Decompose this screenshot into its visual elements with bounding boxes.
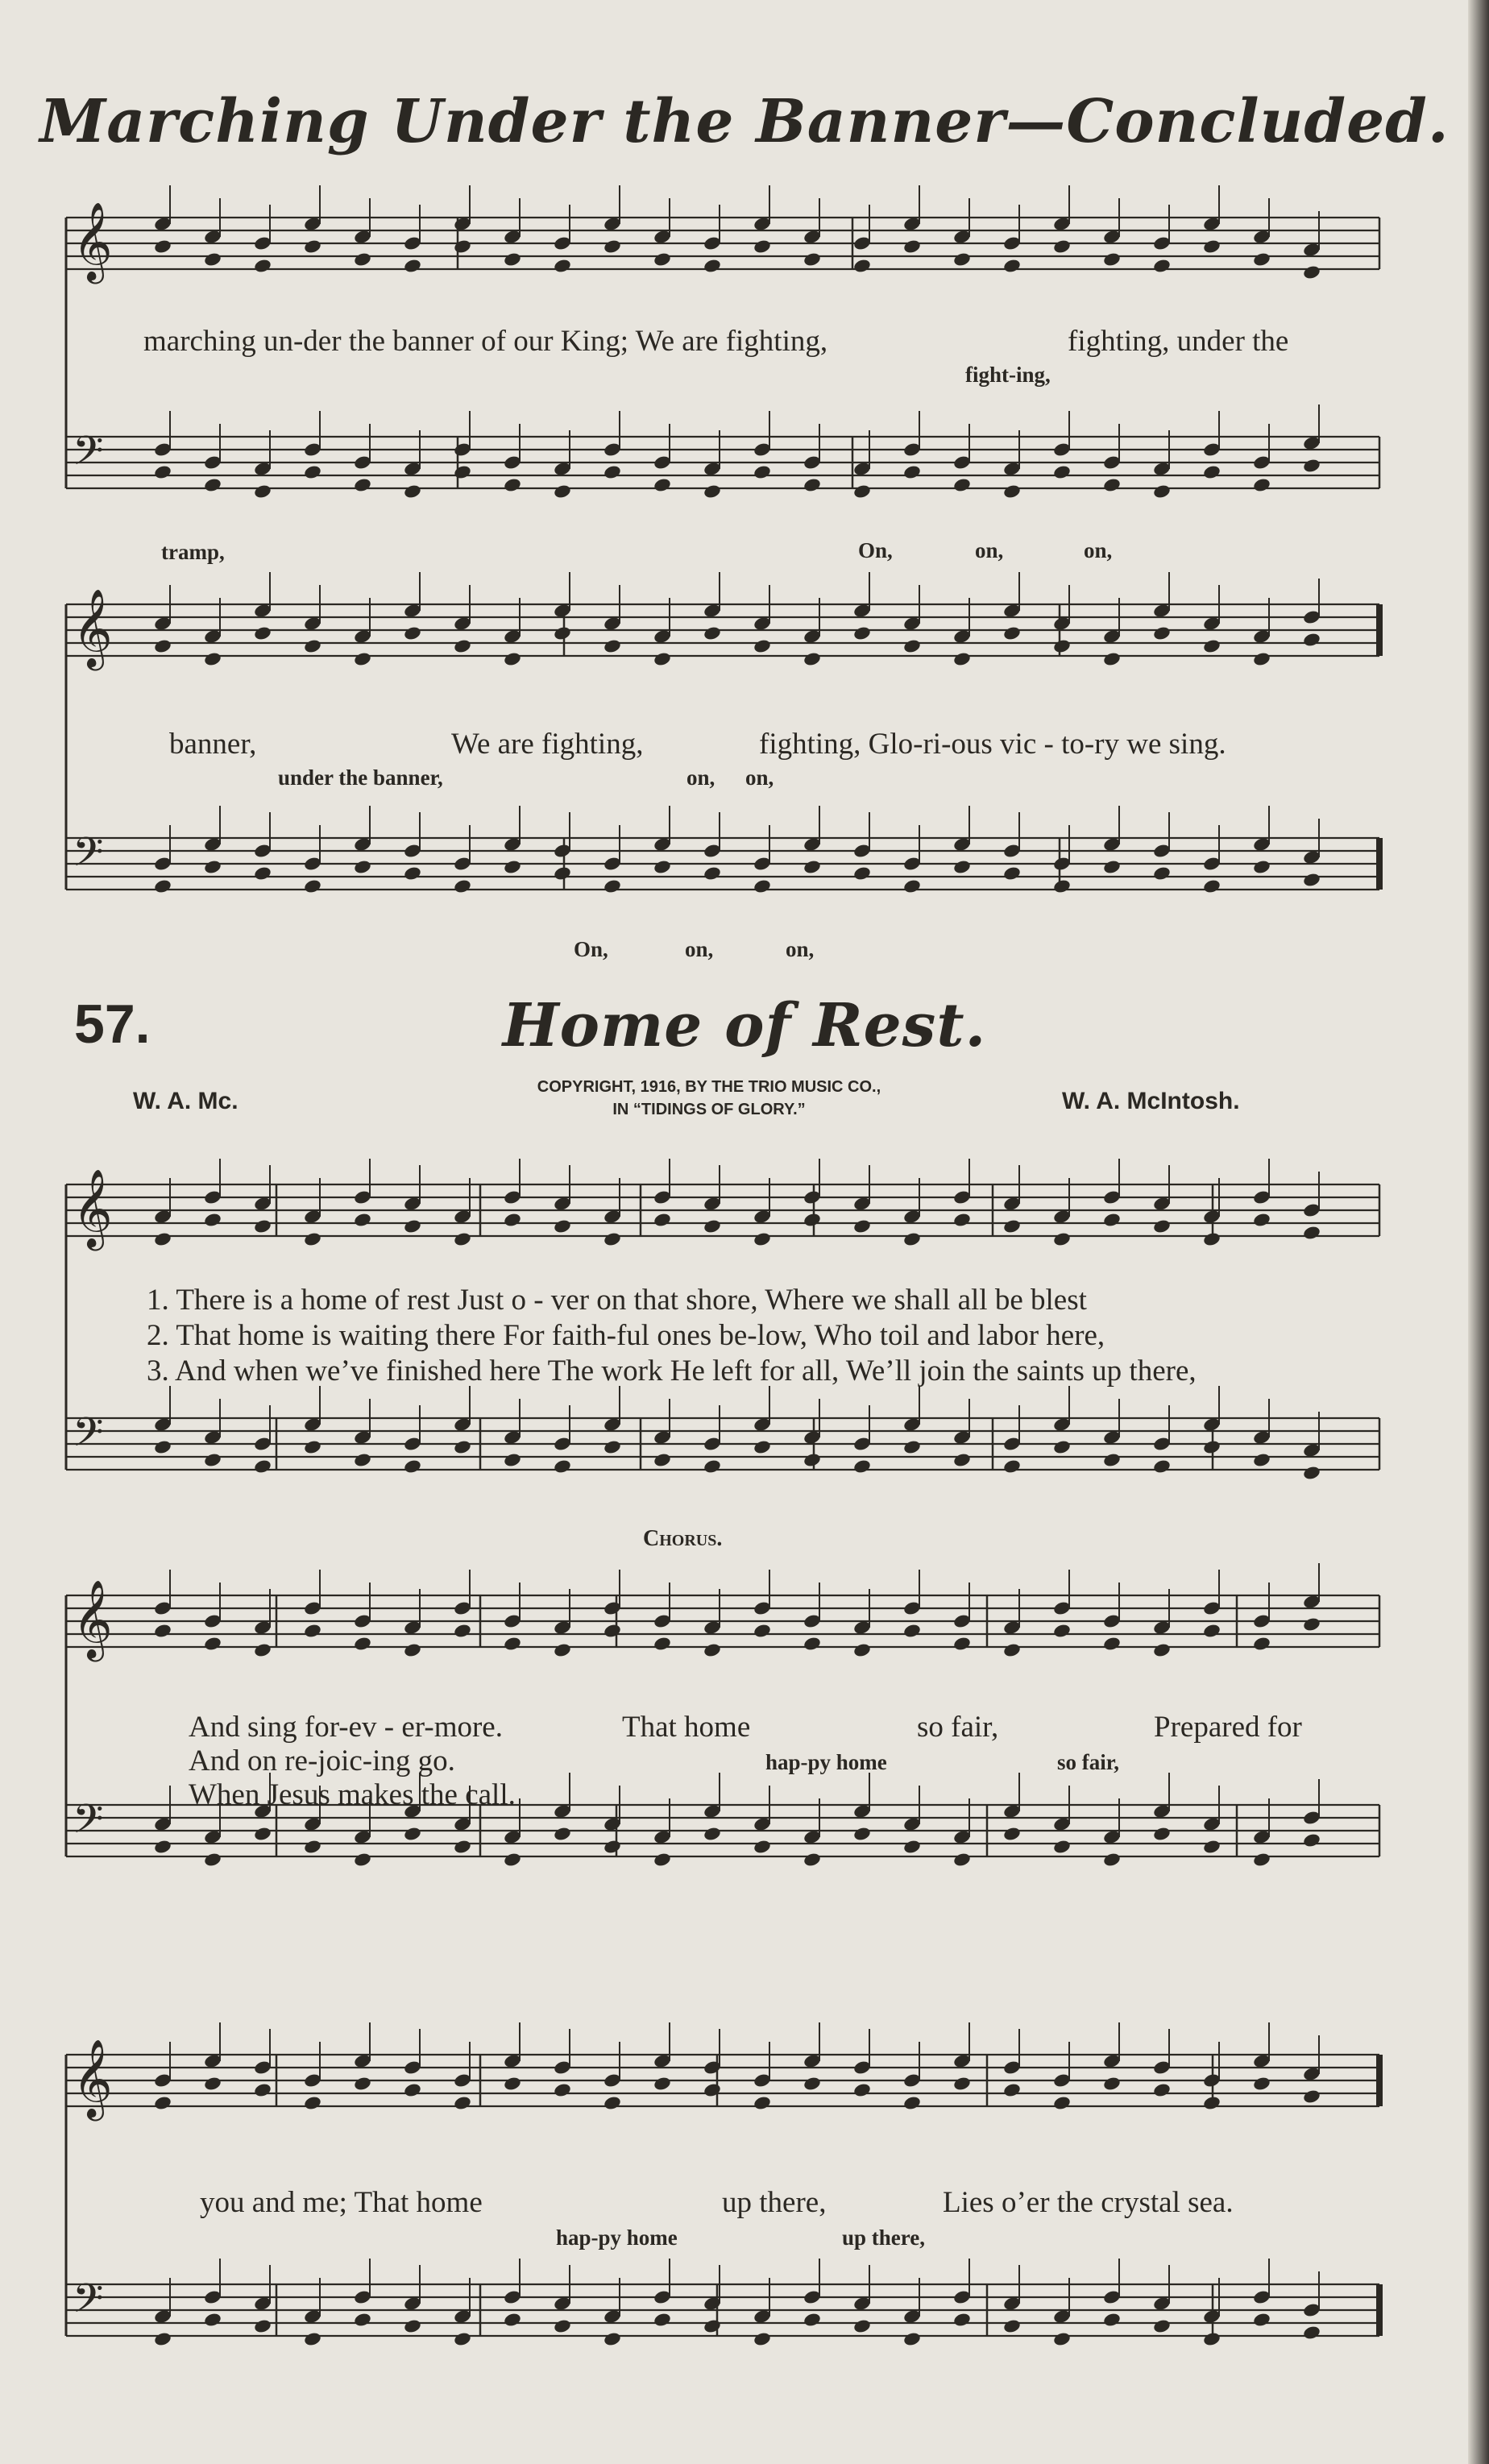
notehead <box>1002 1642 1022 1658</box>
bass-clef: 𝄢 <box>73 1409 104 1466</box>
hymn-title-marching: Marching Under the Banner—Concluded. <box>39 87 1450 156</box>
notehead <box>703 1642 722 1658</box>
notehead <box>203 2076 222 2092</box>
lyric-on-c: On, <box>574 937 608 961</box>
chorus-label: Chorus. <box>643 1526 723 1551</box>
notehead <box>153 2095 172 2111</box>
notehead <box>753 1439 772 1455</box>
notehead <box>603 638 622 654</box>
notehead <box>1002 2318 1022 2334</box>
notehead <box>703 258 722 274</box>
notehead <box>952 859 972 875</box>
notehead <box>852 483 872 500</box>
notehead <box>803 2076 822 2092</box>
notehead <box>203 1452 222 1468</box>
notehead <box>253 258 272 274</box>
copyright-line-1: COPYRIGHT, 1916, BY THE TRIO MUSIC CO., <box>537 1078 881 1096</box>
notehead <box>153 464 172 480</box>
notehead <box>952 251 972 268</box>
notehead <box>253 2082 272 2098</box>
notehead <box>203 251 222 268</box>
notehead <box>153 878 172 894</box>
notehead <box>553 2082 572 2098</box>
notehead <box>503 651 522 667</box>
notehead <box>1002 865 1022 881</box>
notehead <box>1252 2076 1271 2092</box>
notehead <box>303 1439 322 1455</box>
notehead <box>703 2318 722 2334</box>
notehead <box>1152 1642 1172 1658</box>
notehead <box>653 1452 672 1468</box>
notehead <box>1102 477 1122 493</box>
notehead <box>603 1623 622 1639</box>
notehead <box>1302 1465 1321 1481</box>
lyric-under-banner: under the banner, <box>278 765 443 790</box>
notehead <box>253 483 272 500</box>
notehead <box>803 251 822 268</box>
notehead <box>503 2312 522 2328</box>
notehead <box>453 1231 472 1247</box>
treble-clef: 𝄞 <box>73 2039 113 2118</box>
notehead <box>153 638 172 654</box>
notehead <box>353 477 372 493</box>
notehead <box>852 2318 872 2334</box>
notehead <box>353 1852 372 1868</box>
lyric-on-3: on, <box>1084 538 1113 562</box>
notehead <box>603 239 622 255</box>
notehead <box>703 1218 722 1234</box>
notehead <box>1152 625 1172 641</box>
notehead <box>1202 2095 1221 2111</box>
bass-clef: 𝄢 <box>73 2275 104 2332</box>
closing-up-there-small: up there, <box>842 2225 926 2250</box>
notehead <box>1252 477 1271 493</box>
lyric-on-d: on, <box>685 937 714 961</box>
notehead <box>803 477 822 493</box>
notehead <box>453 239 472 255</box>
notehead <box>1102 1852 1122 1868</box>
lyric-on-b: on, <box>745 765 774 790</box>
notehead <box>503 477 522 493</box>
notehead <box>1252 1636 1271 1652</box>
notehead <box>753 2331 772 2347</box>
notehead <box>203 1212 222 1228</box>
notehead <box>503 2076 522 2092</box>
notehead <box>503 251 522 268</box>
notehead <box>902 2095 922 2111</box>
notehead <box>703 483 722 500</box>
lyric-on-2: on, <box>975 538 1004 562</box>
notehead <box>952 2312 972 2328</box>
bass-clef: 𝄢 <box>73 829 104 886</box>
notehead <box>952 477 972 493</box>
bass-clef: 𝄢 <box>73 1796 104 1852</box>
notehead <box>753 239 772 255</box>
notehead <box>403 258 422 274</box>
notehead <box>1202 239 1221 255</box>
notehead <box>453 2331 472 2347</box>
lyric-banner: banner, <box>169 728 257 761</box>
notehead <box>803 651 822 667</box>
notehead <box>303 1623 322 1639</box>
verse-ending-3: When Jesus makes the call. <box>189 1778 516 1811</box>
notehead <box>403 2318 422 2334</box>
notehead <box>1052 1623 1072 1639</box>
notehead <box>703 2082 722 2098</box>
verse-1: 1. There is a home of rest Just o - ver on that shore, Where we shall all be blest <box>147 1284 1087 1317</box>
notehead <box>203 1636 222 1652</box>
notehead <box>803 1452 822 1468</box>
notehead <box>603 2331 622 2347</box>
notehead <box>1002 258 1022 274</box>
notehead <box>1252 1452 1271 1468</box>
chorus-prepared-for: Prepared for <box>1154 1711 1302 1744</box>
verse-ending-1: And sing for-ev - er-more. <box>189 1711 503 1744</box>
notehead <box>453 1439 472 1455</box>
notehead <box>553 1218 572 1234</box>
notehead <box>203 859 222 875</box>
notehead <box>303 464 322 480</box>
lyric-on-1: On, <box>858 538 893 562</box>
notehead <box>803 1636 822 1652</box>
chorus-happy-home: hap-py home <box>765 1750 887 1774</box>
notehead <box>253 865 272 881</box>
notehead <box>1152 865 1172 881</box>
notehead <box>653 1852 672 1868</box>
notehead <box>553 1642 572 1658</box>
notehead <box>1052 464 1072 480</box>
notehead <box>1102 859 1122 875</box>
notehead <box>353 1212 372 1228</box>
notehead <box>153 1623 172 1639</box>
notehead <box>1302 1225 1321 1241</box>
lyric-glorious: fighting, Glo-ri-ous vic - to-ry we sing. <box>759 728 1226 761</box>
notehead <box>753 2095 772 2111</box>
notehead <box>1202 1623 1221 1639</box>
notehead <box>553 625 572 641</box>
notehead <box>1102 251 1122 268</box>
notehead <box>653 2076 672 2092</box>
notehead <box>603 1439 622 1455</box>
notehead <box>1302 1616 1321 1632</box>
notehead <box>553 258 572 274</box>
notehead <box>852 625 872 641</box>
notehead <box>902 464 922 480</box>
notehead <box>803 859 822 875</box>
music-credit: W. A. McIntosh. <box>1062 1088 1240 1114</box>
notehead <box>653 251 672 268</box>
notehead <box>1102 651 1122 667</box>
notehead <box>1252 251 1271 268</box>
notehead <box>603 878 622 894</box>
notehead <box>203 651 222 667</box>
notehead <box>1052 1231 1072 1247</box>
notehead <box>153 2331 172 2347</box>
notehead <box>1152 2082 1172 2098</box>
lyric-line-1b: fighting, under the <box>1068 325 1289 358</box>
notehead <box>1302 872 1321 888</box>
notehead <box>902 1623 922 1639</box>
notehead <box>1052 1839 1072 1855</box>
verse-ending-2: And on re-joic-ing go. <box>189 1744 455 1777</box>
verse-2: 2. That home is waiting there For faith-ful ones be-low, Who toil and labor here, <box>147 1319 1105 1352</box>
notehead <box>902 1231 922 1247</box>
notehead <box>1002 1218 1022 1234</box>
notehead <box>303 638 322 654</box>
notehead <box>952 1452 972 1468</box>
notehead <box>303 878 322 894</box>
notehead <box>1152 483 1172 500</box>
notehead <box>453 464 472 480</box>
notehead <box>1252 1852 1271 1868</box>
notehead <box>303 239 322 255</box>
notehead <box>1302 458 1321 474</box>
notehead <box>503 1452 522 1468</box>
lyric-line-1: marching un-der the banner of our King; We are fighting, <box>143 325 828 358</box>
treble-clef: 𝄞 <box>73 201 113 280</box>
notehead <box>353 2312 372 2328</box>
notehead <box>902 878 922 894</box>
notehead <box>203 477 222 493</box>
notehead <box>653 651 672 667</box>
notehead <box>303 2095 322 2111</box>
notehead <box>203 1852 222 1868</box>
notehead <box>403 1642 422 1658</box>
notehead <box>403 865 422 881</box>
notehead <box>1252 1212 1271 1228</box>
notehead <box>852 1458 872 1475</box>
hymn-title-home-of-rest: Home of Rest. <box>502 991 987 1060</box>
notehead <box>1152 1826 1172 1842</box>
notehead <box>653 1212 672 1228</box>
lyric-we-are-fighting: We are fighting, <box>451 728 644 761</box>
notehead <box>553 1458 572 1475</box>
notehead <box>902 2331 922 2347</box>
notehead <box>353 2076 372 2092</box>
closing-you-and-me: you and me; That home <box>200 2186 483 2219</box>
notehead <box>503 1852 522 1868</box>
lyric-on-e: on, <box>786 937 815 961</box>
notehead <box>253 1458 272 1475</box>
notehead <box>653 859 672 875</box>
notehead <box>902 1439 922 1455</box>
notehead <box>653 2312 672 2328</box>
notehead <box>1152 258 1172 274</box>
notehead <box>503 1212 522 1228</box>
notehead <box>703 625 722 641</box>
notehead <box>753 464 772 480</box>
notehead <box>1252 651 1271 667</box>
notehead <box>952 651 972 667</box>
notehead <box>403 625 422 641</box>
copyright-line-2: IN “TIDINGS OF GLORY.” <box>612 1101 806 1118</box>
notehead <box>753 638 772 654</box>
notehead <box>1202 464 1221 480</box>
notehead <box>1202 1839 1221 1855</box>
notehead <box>253 625 272 641</box>
notehead <box>403 2082 422 2098</box>
notehead <box>553 483 572 500</box>
notehead <box>1052 2331 1072 2347</box>
notehead <box>1102 2312 1122 2328</box>
notehead <box>1102 1636 1122 1652</box>
hymn-number: 57. <box>74 993 151 1055</box>
notehead <box>253 2318 272 2334</box>
closing-up-there: up there, <box>722 2186 827 2219</box>
notehead <box>1202 1231 1221 1247</box>
lyric-fighting-small: fight-ing, <box>965 363 1051 387</box>
notehead <box>952 1852 972 1868</box>
notehead <box>153 1231 172 1247</box>
notehead <box>1052 1439 1072 1455</box>
notehead <box>1002 625 1022 641</box>
notehead <box>1302 2089 1321 2105</box>
notehead <box>553 865 572 881</box>
notehead <box>403 1218 422 1234</box>
notehead <box>603 1231 622 1247</box>
notehead <box>1302 2325 1321 2341</box>
notehead <box>553 1826 572 1842</box>
notehead <box>303 1231 322 1247</box>
lyric-tramp: tramp, <box>161 540 225 564</box>
notehead <box>453 2095 472 2111</box>
notehead <box>253 1642 272 1658</box>
notehead <box>303 1839 322 1855</box>
notehead <box>1152 1458 1172 1475</box>
chorus-so-fair: so fair, <box>917 1711 999 1744</box>
notehead <box>703 1458 722 1475</box>
notehead <box>603 1839 622 1855</box>
notehead <box>603 464 622 480</box>
notehead <box>653 1636 672 1652</box>
notehead <box>253 1218 272 1234</box>
notehead <box>753 878 772 894</box>
treble-clef: 𝄞 <box>73 588 113 667</box>
notehead <box>1002 483 1022 500</box>
closing-happy-home: hap-py home <box>556 2225 678 2250</box>
notehead <box>1002 1826 1022 1842</box>
closing-crystal-sea: Lies o’er the crystal sea. <box>943 2186 1234 2219</box>
notehead <box>553 2318 572 2334</box>
notehead <box>852 2082 872 2098</box>
notehead <box>653 477 672 493</box>
notehead <box>1252 859 1271 875</box>
notehead <box>453 878 472 894</box>
treble-clef: 𝄞 <box>73 1168 113 1247</box>
notehead <box>1202 638 1221 654</box>
notehead <box>852 1218 872 1234</box>
notehead <box>1002 2082 1022 2098</box>
notehead <box>902 239 922 255</box>
notehead <box>803 2312 822 2328</box>
notehead <box>403 1458 422 1475</box>
notehead <box>1052 2095 1072 2111</box>
notehead <box>353 251 372 268</box>
notehead <box>852 1642 872 1658</box>
notehead <box>453 1839 472 1855</box>
notehead <box>902 1839 922 1855</box>
notehead <box>353 1636 372 1652</box>
notehead <box>1052 878 1072 894</box>
notehead <box>852 1826 872 1842</box>
notehead <box>603 2095 622 2111</box>
notehead <box>1202 1439 1221 1455</box>
notehead <box>1102 2076 1122 2092</box>
notehead <box>803 1852 822 1868</box>
notehead <box>403 483 422 500</box>
notehead <box>503 859 522 875</box>
notehead <box>852 258 872 274</box>
notehead <box>153 1839 172 1855</box>
notehead <box>1252 2312 1271 2328</box>
notehead <box>803 1212 822 1228</box>
notehead <box>703 865 722 881</box>
notehead <box>1302 1832 1321 1848</box>
notehead <box>153 1439 172 1455</box>
notehead <box>753 1231 772 1247</box>
chorus-so-fair-small: so fair, <box>1057 1750 1120 1774</box>
bass-clef: 𝄢 <box>73 428 104 484</box>
notehead <box>1152 2318 1172 2334</box>
treble-clef: 𝄞 <box>73 1579 113 1658</box>
notehead <box>253 1826 272 1842</box>
notehead <box>1302 632 1321 648</box>
notehead <box>703 1826 722 1842</box>
notehead <box>1152 1218 1172 1234</box>
notehead <box>403 1826 422 1842</box>
notehead <box>353 1452 372 1468</box>
notehead <box>1102 1212 1122 1228</box>
notehead <box>1052 239 1072 255</box>
notehead <box>852 865 872 881</box>
notehead <box>1002 1458 1022 1475</box>
notehead <box>453 1623 472 1639</box>
notehead <box>952 1212 972 1228</box>
notehead <box>303 2331 322 2347</box>
notehead <box>952 2076 972 2092</box>
notehead <box>353 859 372 875</box>
notehead <box>1052 638 1072 654</box>
notehead <box>203 2312 222 2328</box>
notehead <box>1202 878 1221 894</box>
notehead <box>153 239 172 255</box>
lyric-on-a: on, <box>686 765 715 790</box>
notehead <box>1102 1452 1122 1468</box>
verse-3: 3. And when we’ve finished here The work He left for all, We’ll join the saints up there, <box>147 1354 1197 1388</box>
notehead <box>453 638 472 654</box>
words-credit: W. A. Mc. <box>133 1088 238 1114</box>
notehead <box>753 1623 772 1639</box>
notehead <box>902 638 922 654</box>
notehead <box>503 1636 522 1652</box>
notehead <box>952 1636 972 1652</box>
chorus-that-home: That home <box>622 1711 751 1744</box>
notehead <box>753 1839 772 1855</box>
notehead <box>353 651 372 667</box>
notehead <box>1302 264 1321 280</box>
notehead <box>1202 2331 1221 2347</box>
